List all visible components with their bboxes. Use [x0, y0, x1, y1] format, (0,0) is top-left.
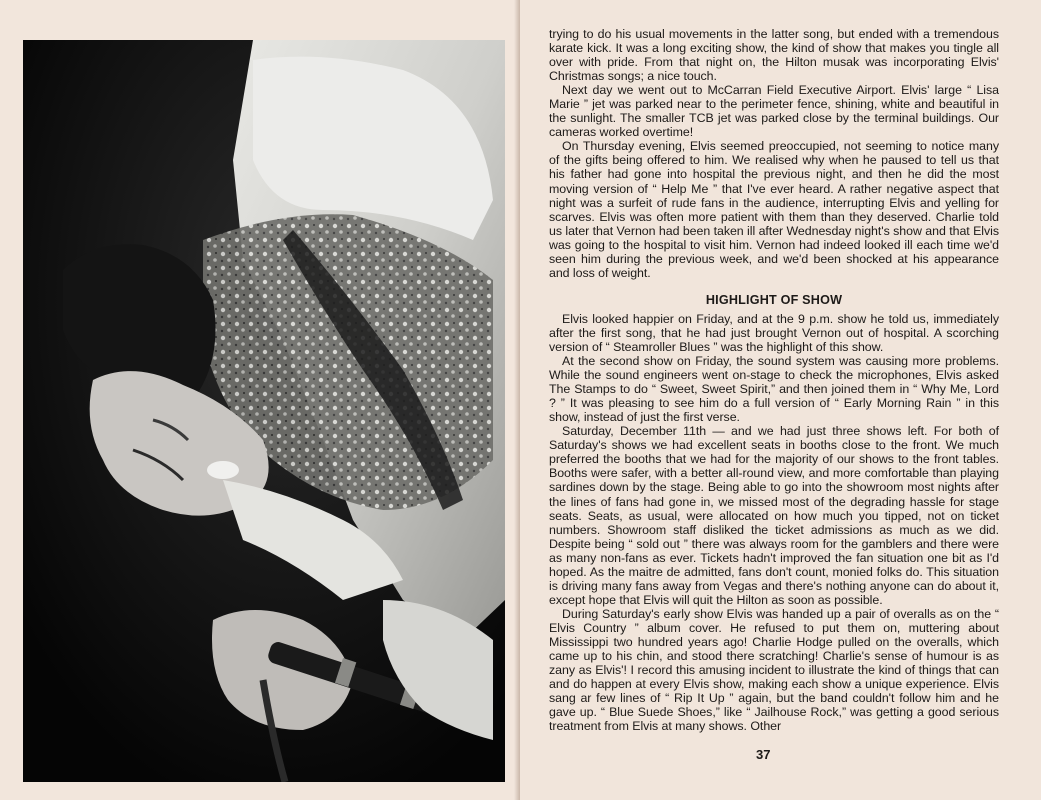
- section-heading: HIGHLIGHT OF SHOW: [705, 292, 843, 307]
- concert-photo: [23, 40, 505, 782]
- paragraph: Next day we went out to McCarran Field Executive Airport. Elvis' large “ Lisa Marie ” jet was parked near to the perimeter fence, shining, white and beautiful in the sunlight. The smaller TCB jet was parked close by the terminal buildings. Our cameras worked overtime!: [549, 83, 999, 140]
- paragraph: Elvis looked happier on Friday, and at the 9 p.m. show he told us, immediately after the first song, that he had just brought Vernon out of hospital. A scorching version of “ Steamroller Blues ” was the highlight of this show.: [549, 311, 999, 354]
- left-page: [0, 0, 520, 800]
- elvis-performing-photo: [23, 40, 505, 782]
- page-number: 37: [756, 747, 771, 762]
- paragraph: During Saturday's early show Elvis was handed up a pair of overalls as on the “ Elvis Country ” album cover. He refused to put them on, muttering about Mississippi two hundred years ago! Charlie Hodge pulled on the overalls, which came up to his chin, and stood there scratching! Charlie's sense of humour is as zany as Elvis'! I record this amusing incident to illustrate the kind of things that can and do happen at every Elvis show, making each show a unique experience. Elvis sang ar few lines of “ Rip It Up ” again, but the band couldn't follow him and he gave up. “ Blue Suede Shoes,” like “ Jailhouse Rock,” was getting a good serious treatment from Elvis at many shows. Other: [549, 606, 999, 734]
- paragraph: On Thursday evening, Elvis seemed preoccupied, not seeming to notice many of the gifts being offered to him. We realised why when he paused to tell us that his father had gone into hospital the previous night, and then he did the most moving version of “ Help Me ” that I've ever heard. A rather negative aspect that night was a surfeit of rude fans in the audience, interrupting Elvis and yelling for scarves. Elvis was often more patient with them than they deserved. Charlie told us later that Vernon had been taken ill after Wednesday night's show and that Elvis was going to the hospital to visit him. Vernon had indeed looked ill each time we'd seen him during the previous week, and we'd been shocked at his appearance and loss of weight.: [549, 139, 999, 280]
- paragraph: trying to do his usual movements in the latter song, but ended with a tremendous karate kick. It was a long exciting show, the kind of show that makes you tingle all over with pride. From that night on, the Hilton musak was incorporating Elvis' Christmas songs; a nice touch.: [549, 27, 999, 84]
- paragraph: At the second show on Friday, the sound system was causing more problems. While the sound engineers went on-stage to check the microphones, Elvis asked The Stamps to do “ Sweet, Sweet Spirit,” and then joined them in “ Why Me, Lord ? ” It was pleasing to see him do a full version of “ Early Morning Rain ” in this show, instead of just the first verse.: [549, 354, 999, 425]
- paragraph: Saturday, December 11th — and we had just three shows left. For both of Saturday's shows we had excellent seats in booths close to the front. We much preferred the booths that we had for the majority of our shows to the front tables. Booths were safer, with a better all-round view, and more comfortable than playing sardines down by the stage. Being able to go into the showroom most nights after the lines of fans had gone in, we missed most of the degrading hassle for stage seats. Seats, as usual, were allocated on how much you tipped, not on ticket numbers. Showroom staff disliked the ticket admissions as much as we did. Despite being “ sold out ” there was always room for the gamblers and there were as many non-fans as ever. Tickets hadn't improved the fan situation one bit as I'd hoped. As the maitre de admitted, fans don't count, monied folks do. This situation is driving many fans away from Vegas and there's nothing anyone can do about it, except hope that Elvis will quit the Hilton as soon as possible.: [549, 424, 999, 607]
- article-text: [549, 27, 999, 747]
